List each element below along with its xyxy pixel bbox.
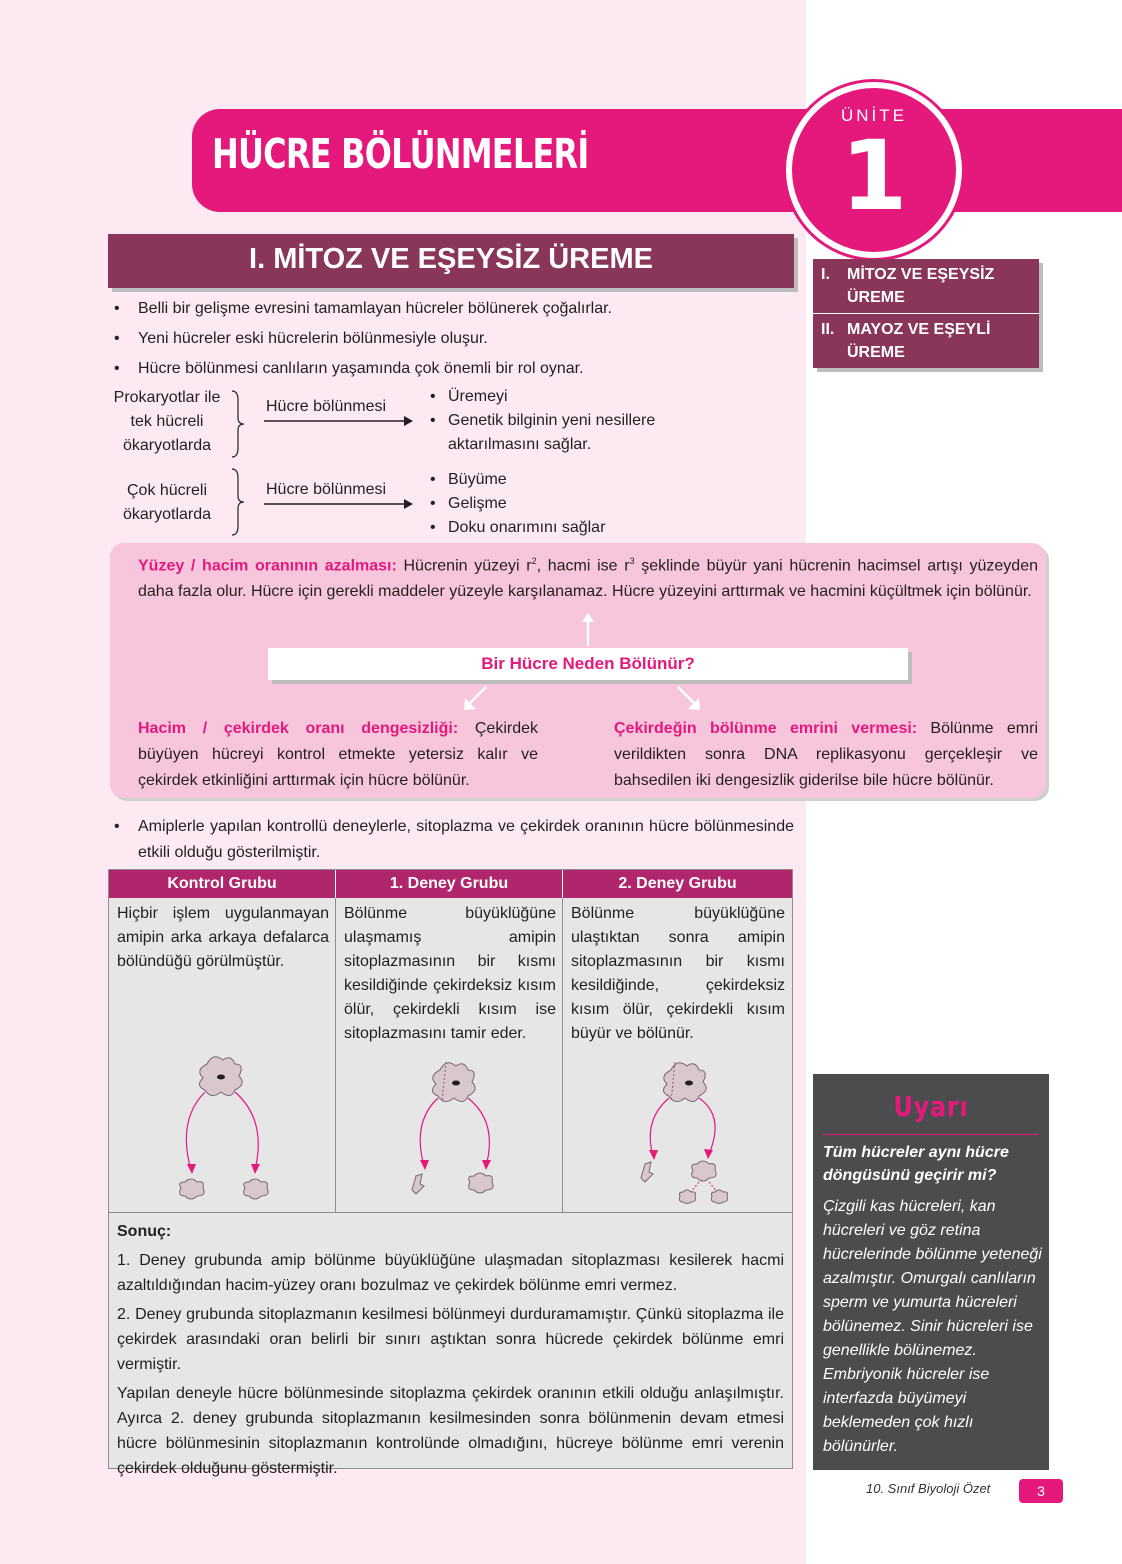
flow-result-text: Büyüme xyxy=(448,471,507,488)
amoeba-shape xyxy=(692,1161,716,1181)
list-item xyxy=(114,324,804,354)
bullet-icon: • xyxy=(114,818,120,835)
toc-item xyxy=(813,313,1039,368)
bullet-icon: • xyxy=(430,388,436,405)
bullet-icon: • xyxy=(430,495,436,512)
nucleus-shape xyxy=(685,1081,693,1086)
flow-subject-line: ökaryotlarda xyxy=(122,506,212,523)
flow-label: Hücre bölünmesi xyxy=(266,481,387,498)
arrow-line xyxy=(420,1098,438,1166)
why-reason-surface-volume xyxy=(138,548,1038,605)
bullet-text: Belli bir gelişme evresini tamamlayan hücreler bölünerek çoğalırlar. xyxy=(138,300,612,317)
bullet-icon: • xyxy=(114,360,120,377)
result-paragraph: Yapılan deneyle hücre bölünmesinde sitoplazma çekirdek oranının etkili olduğu anlaşılmıştır. Ayırca 2. deney grubunda sitoplazmanın kesilmesinden sonra bölünmenin devam etmesi hücre bölünmesinin sitoplazmanın kontrolünde olmadığını, hücreye bölünme emri verenin çekirdek olduğunu göstermiştir. xyxy=(117,1385,784,1477)
table-cell-control xyxy=(109,898,336,1212)
reason-heading: Hacim / çekirdek oranı dengesizliği: xyxy=(138,720,459,737)
warning-question: Tüm hücreler aynı hücre döngüsünü geçirir mi? xyxy=(823,1144,1009,1184)
list-item xyxy=(430,516,605,540)
table-header-cell: 1. Deney Grubu xyxy=(336,870,563,898)
warning-title: Uyarı xyxy=(893,1090,969,1123)
section-title: I. MİTOZ VE EŞEYSİZ ÜREME xyxy=(249,243,653,275)
flow-result-list xyxy=(430,468,605,540)
superscript: 3 xyxy=(629,556,635,566)
result-paragraph: 2. Deney grubunda sitoplazmanın kesilmesi bölünmeyi durduramamıştır. Çünkü sitoplazma ile çekirdek arasındaki oran belirli bir sınırı aştıktan sonra hücrede çekirdek bölünme emri vermiştir. xyxy=(117,1306,784,1373)
bullet-text: Yeni hücreler eski hücrelerin bölünmesiyle oluşur. xyxy=(138,330,488,347)
why-reason-volume-nucleus xyxy=(138,716,538,794)
arrow-line xyxy=(691,1182,699,1192)
down-right-arrow-icon xyxy=(674,684,702,712)
warning-body: Çizgili kas hücreleri, kan hücreleri ve göz retina hücrelerinde bölünme yeteneği azalmıştır. Omurgalı canlıların sperm ve yumurta hücreleri bölünemez. Sinir hücreleri ise genellikle bölünemez. Embriyonik hücreler ise interfazda büyümeyi beklemeden çok hızlı bölünürler. xyxy=(823,1198,1042,1455)
flow-subject-line: tek hücreli xyxy=(130,413,204,430)
toc-item-label: MİTOZ VE EŞEYSİZ ÜREME xyxy=(847,266,995,306)
up-arrow-icon xyxy=(578,612,598,648)
bullet-icon: • xyxy=(430,412,436,429)
right-arrow-icon xyxy=(264,497,414,511)
flow-result-text: Üremeyi xyxy=(448,388,508,405)
chapter-title: HÜCRE BÖLÜNMELERİ xyxy=(212,130,589,178)
fragment-shape xyxy=(412,1174,424,1194)
toc-item-number: II. xyxy=(821,321,835,338)
arrow-line xyxy=(235,1092,258,1170)
unit-badge xyxy=(786,82,962,258)
amoeba-shape xyxy=(244,1179,268,1199)
reason-heading: Yüzey / hacim oranının azalması: xyxy=(138,557,397,575)
flow-result-text: Gelişme xyxy=(448,495,507,512)
flow-subject xyxy=(104,479,230,527)
nucleus-shape xyxy=(217,1075,225,1080)
bullet-icon: • xyxy=(430,471,436,488)
amoeba-shape xyxy=(469,1173,493,1193)
amoeba-shape xyxy=(679,1190,695,1204)
divider xyxy=(823,1134,1039,1135)
arrowhead-icon xyxy=(482,1160,491,1170)
why-reason-nucleus-command xyxy=(614,716,1038,794)
table-header-cell: Kontrol Grubu xyxy=(109,870,336,898)
amoeba-cut-divide-illustration xyxy=(633,1056,753,1206)
daughter-amoebas-illustration xyxy=(173,1176,283,1206)
page-number: 3 xyxy=(1019,1479,1063,1503)
amoeba-division-illustration xyxy=(169,1050,279,1180)
flow-result-list xyxy=(430,385,655,457)
flow-result-text: aktarılmasını sağlar. xyxy=(448,436,592,453)
amoeba-shape xyxy=(180,1179,204,1199)
bullet-icon: • xyxy=(114,330,120,347)
list-item xyxy=(114,294,804,324)
warning-box xyxy=(813,1074,1049,1470)
flow-result-text: Doku onarımını sağlar xyxy=(448,519,606,536)
flow-subject xyxy=(104,386,230,458)
reason-heading: Çekirdeğin bölünme emrini vermesi: xyxy=(614,720,918,737)
arrowhead-icon xyxy=(704,1149,713,1159)
toc-item-number: I. xyxy=(821,266,830,283)
flow-result-text: Genetik bilginin yeni nesillere xyxy=(448,412,656,429)
reason-text: Hücrenin yüzeyi r xyxy=(396,557,532,575)
arrowhead-icon xyxy=(251,1164,260,1174)
bullet-spacer xyxy=(430,433,448,457)
intro-bullet-list xyxy=(114,294,804,384)
flow-subject-line: Prokaryotlar ile xyxy=(113,389,221,406)
experiment-table xyxy=(108,869,793,1477)
amoeba-shape xyxy=(663,1063,706,1102)
list-item xyxy=(430,409,655,433)
down-left-arrow-icon xyxy=(462,684,490,712)
flow-subject-line: ökaryotlarda xyxy=(122,437,212,454)
right-arrow-icon xyxy=(264,414,414,428)
reason-text: Bölünme emri verildikten sonra DNA replikasyonu gerçekleşir ve bahsedilen iki dengesizlik giderilse bile hücre bölünür. xyxy=(614,720,1038,789)
right-brace-icon xyxy=(230,390,246,458)
why-divide-title: Bir Hücre Neden Bölünür? xyxy=(268,648,908,680)
arrow-line xyxy=(186,1092,205,1170)
toc-item-label: MAYOZ VE EŞEYLİ ÜREME xyxy=(847,321,991,361)
list-item xyxy=(430,433,655,457)
reason-text: Çekirdek büyüyen hücreyi kontrol etmekte yetersiz kalır ve çekirdek etkinliğini arttırmak için hücre bölünür. xyxy=(138,720,539,789)
toc-item xyxy=(813,259,1039,313)
table-result-cell xyxy=(109,1212,792,1481)
amoeba-shape xyxy=(711,1190,727,1204)
section-heading-bar xyxy=(108,234,794,288)
superscript: 2 xyxy=(531,556,537,566)
reason-text: , hacmi ise r xyxy=(536,557,630,575)
unit-number: 1 xyxy=(840,120,908,232)
cell-text: Hiçbir işlem uygulanmayan amipin arka arkaya defalarca bölündüğü görülmüştür. xyxy=(117,905,329,970)
cell-text: Bölünme büyüklüğüne ulaşmamış amipin sitoplazmasının bir kısmı kesildiğinde çekirdeksiz kısım ölür, çekirdekli kısım ise sitoplazmasını tamir eder. xyxy=(344,905,556,1042)
result-paragraph: 1. Deney grubunda amip bölünme büyüklüğüne ulaşmadan sitoplazması kesilerek hacmi azaltıldığından hacim-yüzey oranı bozulmaz ve çekirdek bölünme emri vermez. xyxy=(117,1252,784,1294)
bullet-text: Hücre bölünmesi canlıların yaşamında çok önemli bir rol oynar. xyxy=(138,360,584,377)
fragment-shape xyxy=(641,1162,653,1182)
arrow-line xyxy=(709,1182,717,1192)
right-brace-icon xyxy=(230,468,246,536)
list-item xyxy=(430,492,605,516)
flow-label: Hücre bölünmesi xyxy=(266,398,387,415)
result-heading: Sonuç: xyxy=(117,1223,172,1240)
arrowhead-icon xyxy=(420,1160,429,1170)
arrow-line xyxy=(699,1098,715,1154)
nucleus-shape xyxy=(452,1081,460,1086)
table-cell-experiment-1 xyxy=(336,898,563,1212)
arrow-line xyxy=(650,1098,669,1156)
table-of-contents xyxy=(813,259,1039,368)
arrow-line xyxy=(468,1098,489,1166)
table-cell-experiment-2 xyxy=(563,898,792,1212)
unit-label: ÜNİTE xyxy=(841,106,907,125)
bullet-icon: • xyxy=(430,519,436,536)
list-item xyxy=(430,385,655,409)
flow-subject-line: Çok hücreli xyxy=(126,482,208,499)
list-item xyxy=(114,354,804,384)
amoeba-cut-illustration xyxy=(402,1056,512,1196)
list-item xyxy=(114,814,794,866)
bullet-text: Amiplerle yapılan kontrollü deneylerle, sitoplazma ve çekirdek oranının hücre bölünmesinde etkili olduğu gösterilmiştir. xyxy=(138,818,794,861)
reason-text: şeklinde büyür yani hücrenin hacimsel artışı yüzeyden daha fazla olur. Hücre için gerekli maddeler yüzeyle karşılanamaz. Hücre yüzeyini arttırmak ve hacmini küçültmek için bölünür. xyxy=(138,557,1039,601)
bullet-icon: • xyxy=(114,300,120,317)
footer-book-title: 10. Sınıf Biyoloji Özet xyxy=(866,1481,991,1496)
list-item xyxy=(430,468,605,492)
arrowhead-icon xyxy=(649,1150,658,1160)
arrowhead-icon xyxy=(187,1164,196,1174)
table-header-cell: 2. Deney Grubu xyxy=(563,870,792,898)
cell-text: Bölünme büyüklüğüne ulaştıktan sonra amipin sitoplazmasının bir kısmı kesildiğinde, çekirdeksiz kısım ölür, çekirdekli kısım büyür ve bölünür. xyxy=(571,905,785,1042)
